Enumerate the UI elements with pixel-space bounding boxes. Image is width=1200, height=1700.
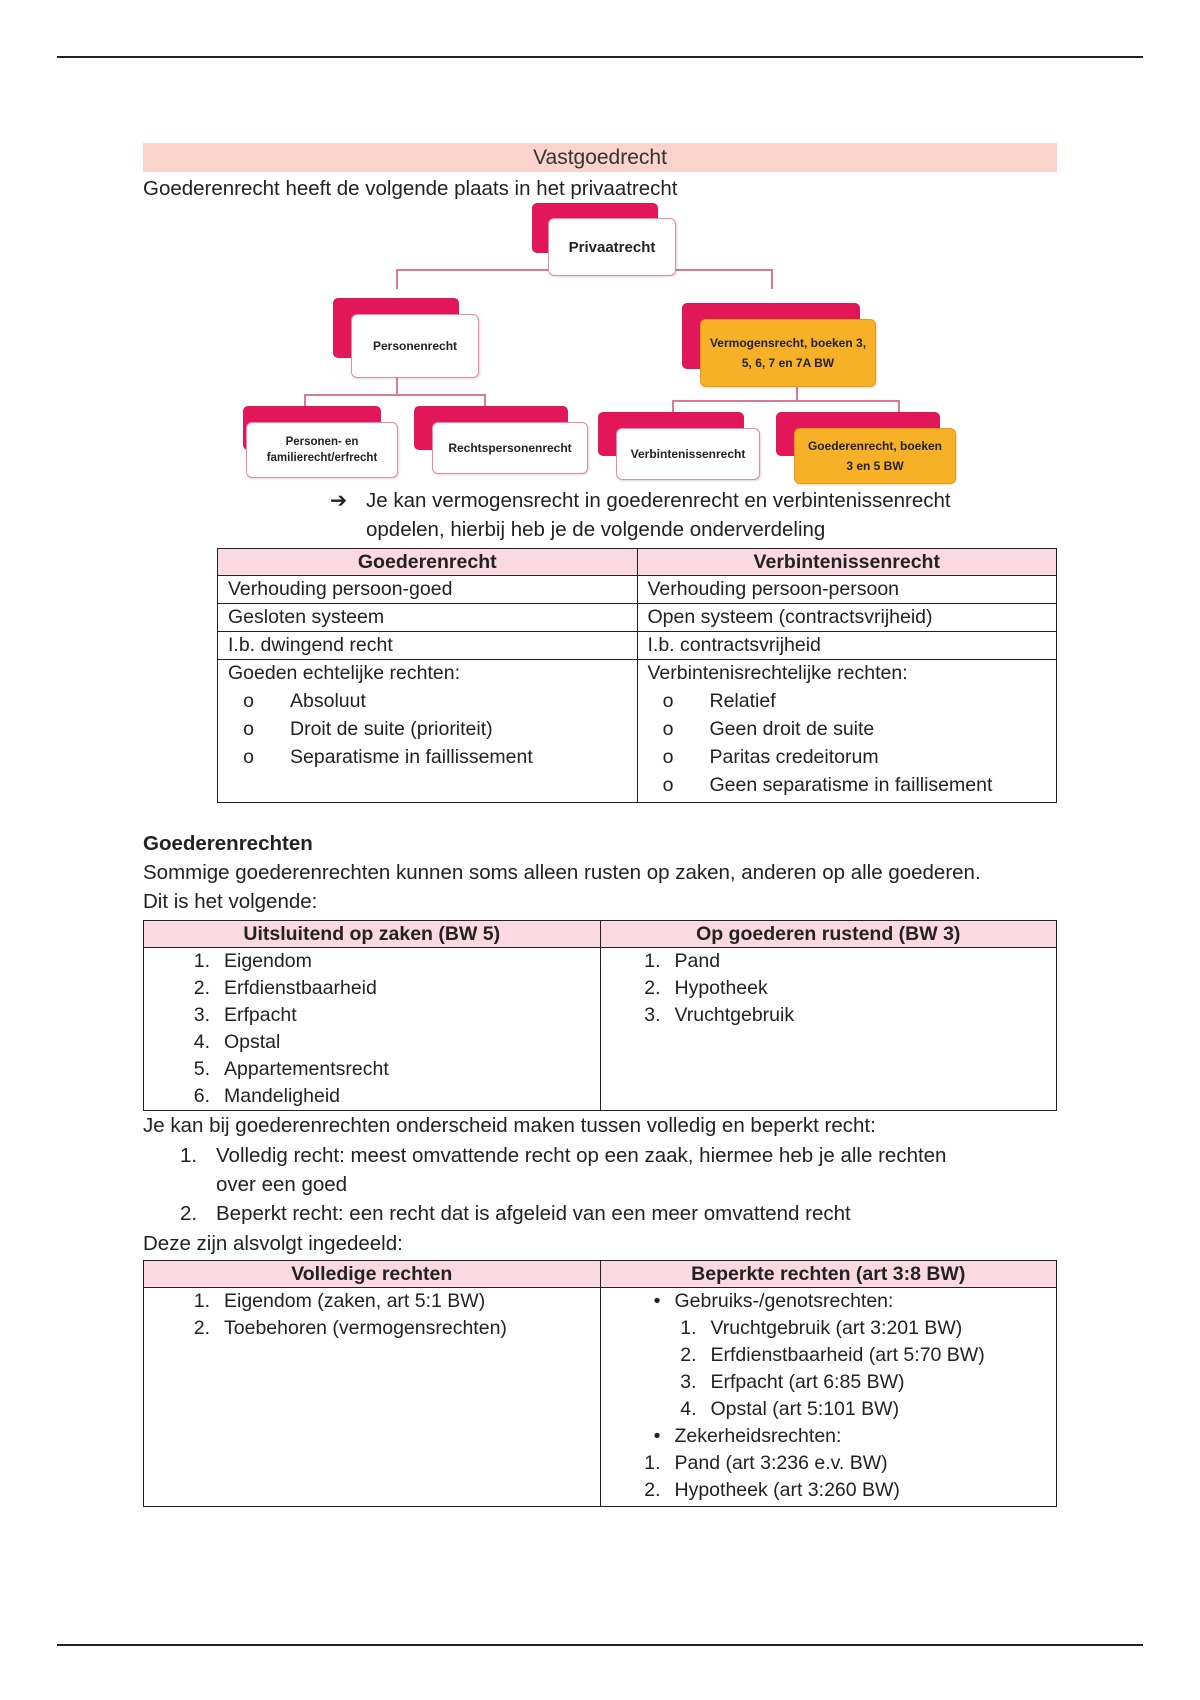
list-item: 1. Vruchtgebruik (art 3:201 BW) <box>680 1317 963 1339</box>
arrow-text-line2: opdelen, hierbij heb je de volgende onderverdeling <box>366 518 826 541</box>
list-item: 4. Opstal <box>193 1031 281 1053</box>
list-item: 5. Appartementsrecht <box>193 1058 389 1080</box>
table1-header-left: Goederenrecht <box>218 549 638 576</box>
list-item: 1. Eigendom <box>193 950 312 972</box>
list2-item-2-line1: Beperkt recht: een recht dat is afgeleid van een meer omvattend recht <box>216 1202 851 1225</box>
list-item: o Geen droit de suite <box>662 718 875 740</box>
list-item: o Droit de suite (prioriteit) <box>243 718 493 740</box>
list-item: 1. Pand <box>644 950 721 972</box>
list-item: 2. Erfdienstbaarheid <box>193 977 377 999</box>
list-item: • Gebruiks-/genotsrechten: <box>653 1290 894 1312</box>
page-title: Vastgoedrecht <box>143 143 1057 172</box>
list-item: 6. Mandeligheid <box>193 1085 341 1107</box>
table-volledig-beperkt <box>143 1260 1057 1507</box>
list-item: 3. Erfpacht (art 6:85 BW) <box>680 1371 905 1393</box>
list-item: 3. Erfpacht <box>193 1004 297 1026</box>
list-item: 2. Erfdienstbaarheid (art 5:70 BW) <box>680 1344 985 1366</box>
list-item: o Geen separatisme in faillisement <box>662 774 993 796</box>
arrow-text-line1: Je kan vermogensrecht in goederenrecht en verbintenissenrecht <box>366 489 951 512</box>
list-item: 1. Eigendom (zaken, art 5:1 BW) <box>193 1290 486 1312</box>
para-3: Deze zijn alsvolgt ingedeeld: <box>143 1232 403 1255</box>
section-text-1: Sommige goederenrechten kunnen soms alleen rusten op zaken, anderen op alle goederen. <box>143 861 981 884</box>
table2-header-right: Op goederen rustend (BW 3) <box>600 921 1057 948</box>
list2-item-1-line2: over een goed <box>216 1173 348 1196</box>
list-item: o Separatisme in faillissement <box>243 746 533 768</box>
table-row: Verhouding persoon-goed Verhouding persoon-persoon <box>218 576 1057 604</box>
bottom-rule <box>57 1644 1143 1646</box>
list2-num-1: 1. <box>180 1144 198 1167</box>
list-item: 1. Pand (art 3:236 e.v. BW) <box>644 1452 888 1474</box>
list-item: o Absoluut <box>243 690 366 712</box>
table3-header-right: Beperkte rechten (art 3:8 BW) <box>600 1261 1057 1288</box>
list-item: 2. Hypotheek (art 3:260 BW) <box>644 1479 900 1501</box>
list-item: • Zekerheidsrechten: <box>653 1425 842 1447</box>
table3-header-left: Volledige rechten <box>144 1261 601 1288</box>
list-item: 4. Opstal (art 5:101 BW) <box>680 1398 900 1420</box>
intro-text: Goederenrecht heeft de volgende plaats in het privaatrecht <box>143 177 678 200</box>
list-item: 2. Hypotheek <box>644 977 768 999</box>
table-zaken-goederen <box>143 920 1057 1111</box>
org-chart: Privaatrecht Personenrecht Vermogensrecht, boeken 3, 5, 6, 7 en 7A BW Personen- en familierecht/erfrecht Rechtspersonenrecht Verbintenissenrecht Goederenrecht, boeken 3 en 5 BW <box>236 200 972 490</box>
table-row: Goeden echtelijke rechten: o Absoluut o Droit de suite (prioriteit) o Separatisme in faillissement Verbintenisrechtelijke rechten: o Relatief o Geen droit de suite o Paritas credeitorum o Geen separatisme in faillisement <box>218 660 1057 803</box>
list-item: o Relatief <box>662 690 776 712</box>
table1-header-right: Verbintenissenrecht <box>637 549 1057 576</box>
section-heading: Goederenrechten <box>143 832 313 855</box>
section-text-2: Dit is het volgende: <box>143 890 318 913</box>
list-item: o Paritas credeitorum <box>662 746 879 768</box>
arrow-icon: ➔ <box>330 489 348 512</box>
list2-item-1-line1: Volledig recht: meest omvattende recht op een zaak, hiermee heb je alle rechten <box>216 1144 947 1167</box>
list-item: 2. Toebehoren (vermogensrechten) <box>193 1317 507 1339</box>
table-row: I.b. dwingend recht I.b. contractsvrijheid <box>218 632 1057 660</box>
list-item: 3. Vruchtgebruik <box>644 1004 795 1026</box>
table-goederen-vs-verbintenissen <box>217 548 1057 803</box>
top-rule <box>57 56 1143 58</box>
table2-header-left: Uitsluitend op zaken (BW 5) <box>144 921 601 948</box>
para-2: Je kan bij goederenrechten onderscheid maken tussen volledig en beperkt recht: <box>143 1114 876 1137</box>
list2-num-2: 2. <box>180 1202 198 1225</box>
table-row: Gesloten systeem Open systeem (contractsvrijheid) <box>218 604 1057 632</box>
